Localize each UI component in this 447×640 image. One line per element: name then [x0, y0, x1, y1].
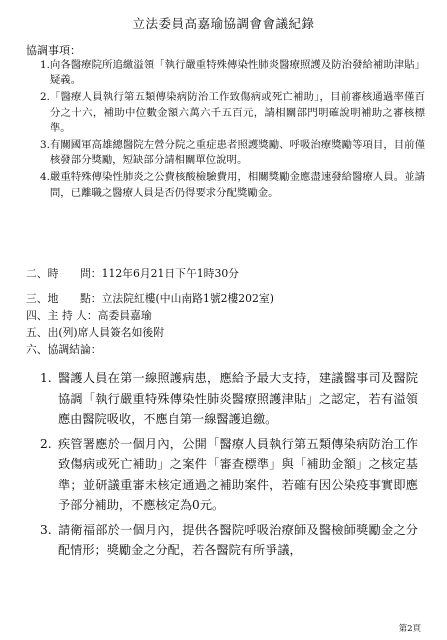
time-label: 二、時 問：	[26, 267, 102, 280]
item-text: 嚴重特殊傳染性肺炎之公費核酸檢驗費用，相關獎勵金應盡速發給醫療人員。並請問，已離職之醫療人員是否仍得要求分配獎勵金。	[49, 171, 425, 199]
item-number: 4.	[40, 171, 50, 184]
meeting-place	[26, 291, 274, 306]
item-text: 「醫療人員執行第五類傳染病防治工作致傷病或死亡補助」，目前審核通過率僅百分之十六，補助中位數金額六萬六千五百元，請相關部門明確說明補助之審核標準。	[49, 91, 425, 134]
conclusion-item	[40, 434, 418, 516]
chair-label: 四、主 持 人：	[26, 309, 98, 322]
conclusion-text: 醫護人員在第一線照護病患，應給予最大支持，建議醫事司及醫院協調「執行嚴重特殊傳染性肺炎醫療照護津貼」之認定，若有溢領應由醫院吸收，不應自第一線醫護追繳。	[58, 371, 418, 426]
conclusion-item	[40, 368, 418, 430]
meeting-time	[26, 266, 239, 281]
item-text: 有關國軍高雄總醫院左營分院之重症患者照護獎勵、呼吸治療獎勵等項目，目前僅核發部分獎勵，短缺部分請相關單位說明。	[49, 139, 425, 167]
conclusion-text: 疾管署應於一個月內，公開「醫療人員執行第五類傳染病防治工作致傷病或死亡補助」之案件「審查標準」與「補助金額」之核定基準；並研議重審未核定通過之補助案件，若確有因公染疫事實即應予部分補助，不應核定為0元。	[58, 436, 418, 512]
conclusion-number: 1.	[40, 371, 52, 385]
conclusion-text: 請衛福部於一個月內，提供各醫院呼吸治療師及醫檢師獎勵金之分配情形；獎勵金之分配，若各醫院有所爭議，	[58, 522, 418, 557]
attendees-note: 五、出(列)席人員簽名如後附	[26, 326, 164, 339]
page-number: 第2頁	[398, 624, 421, 634]
conclusion-number: 2.	[40, 436, 52, 451]
chair-value: 高委員嘉瑜	[97, 309, 152, 322]
coordination-items	[40, 58, 425, 203]
document-title: 立法委員高嘉瑜協調會會議紀錄	[132, 16, 315, 31]
conclusion-heading: 六、協調結論：	[26, 343, 102, 356]
place-label: 三、地 點：	[26, 292, 102, 305]
item-number: 3.	[40, 139, 50, 152]
time-value: 112年6月21日下午1時30分	[101, 267, 239, 280]
coordination-item	[40, 90, 425, 136]
conclusion-list	[40, 368, 418, 565]
meeting-chair	[26, 308, 152, 323]
place-value: 立法院紅樓(中山南路1號2樓202室)	[101, 292, 274, 305]
conclusion-item	[40, 520, 418, 561]
conclusion-number: 3.	[40, 522, 52, 537]
coordination-item	[40, 138, 425, 168]
item-text: 向各醫療院所追繳溢領「執行嚴重特殊傳染性肺炎醫療照護及防治發給補助津貼」疑義。	[49, 59, 425, 87]
coordination-heading: 協調事項：	[26, 44, 81, 57]
item-number: 1.	[40, 59, 50, 71]
coordination-item	[40, 170, 425, 200]
item-number: 2.	[40, 91, 50, 104]
coordination-item	[40, 58, 425, 88]
